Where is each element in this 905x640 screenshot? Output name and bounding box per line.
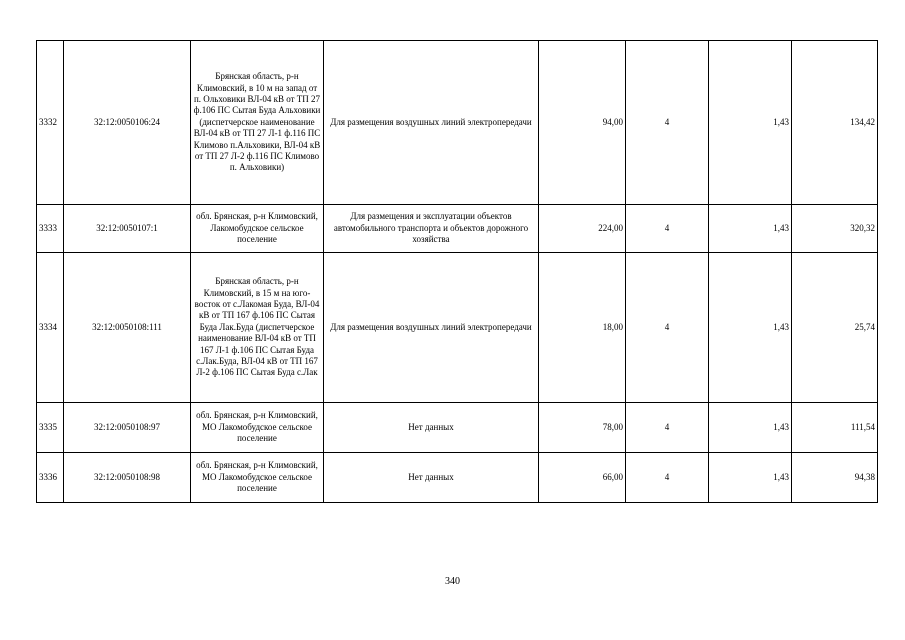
plot-address: обл. Брянская, р-н Климовский, МО Лакомобудское сельское поселение: [191, 453, 324, 503]
cadastral-number: 32:12:0050106:24: [64, 41, 191, 205]
permitted-use: Для размещения воздушных линий электропередачи: [324, 41, 539, 205]
page-number: 340: [445, 576, 460, 587]
land-plots-table: [36, 40, 878, 503]
count-value: 4: [626, 205, 709, 253]
cadastral-number: 32:12:0050108:97: [64, 403, 191, 453]
sum-value: 25,74: [792, 253, 878, 403]
cadastral-number: 32:12:0050108:111: [64, 253, 191, 403]
cadastral-number: 32:12:0050107:1: [64, 205, 191, 253]
plot-address: Брянская область, р-н Климовский, в 15 м на юго-восток от с.Лакомая Буда, ВЛ-04 кВ от ТП 167 ф.106 ПС Сытая Буда Лак.Буда (диспетчерское наименование ВЛ-04 кВ от ТП 167 Л-1 ф.106 ПС Сытая Буда с.Лак.Буда, ВЛ-04 кВ от ТП 167 Л-2 ф.106 ПС Сытая Буда с.Лак: [191, 253, 324, 403]
sum-value: 134,42: [792, 41, 878, 205]
plot-address: Брянская область, р-н Климовский, в 10 м на запад от п. Ольховики ВЛ-04 кВ от ТП 27 ф.106 ПС Сытая Буда Альховики (диспетчерское наименование ВЛ-04 кВ от ТП 27 Л-1 ф.116 ПС Климово п.Альховики, ВЛ-04 кВ от ТП 27 Л-2 ф.116 ПС Климово п. Альховики): [191, 41, 324, 205]
permitted-use: Нет данных: [324, 453, 539, 503]
permitted-use: Для размещения воздушных линий электропередачи: [324, 253, 539, 403]
cadastral-number: 32:12:0050108:98: [64, 453, 191, 503]
plot-address: обл. Брянская, р-н Климовский, Лакомобудское сельское поселение: [191, 205, 324, 253]
plot-area: 224,00: [539, 205, 626, 253]
rate-value: 1,43: [709, 205, 792, 253]
table-row: [37, 453, 878, 503]
permitted-use: Нет данных: [324, 403, 539, 453]
count-value: 4: [626, 453, 709, 503]
row-number: 3333: [37, 205, 64, 253]
count-value: 4: [626, 403, 709, 453]
plot-area: 18,00: [539, 253, 626, 403]
count-value: 4: [626, 41, 709, 205]
plot-area: 66,00: [539, 453, 626, 503]
sum-value: 94,38: [792, 453, 878, 503]
table-row: [37, 253, 878, 403]
rate-value: 1,43: [709, 253, 792, 403]
rate-value: 1,43: [709, 453, 792, 503]
sum-value: 320,32: [792, 205, 878, 253]
plot-address: обл. Брянская, р-н Климовский, МО Лакомобудское сельское поселение: [191, 403, 324, 453]
table-row: [37, 41, 878, 205]
row-number: 3336: [37, 453, 64, 503]
plot-area: 94,00: [539, 41, 626, 205]
table-row: [37, 205, 878, 253]
sum-value: 111,54: [792, 403, 878, 453]
rate-value: 1,43: [709, 403, 792, 453]
row-number: 3332: [37, 41, 64, 205]
row-number: 3334: [37, 253, 64, 403]
permitted-use: Для размещения и эксплуатации объектов автомобильного транспорта и объектов дорожного хозяйства: [324, 205, 539, 253]
row-number: 3335: [37, 403, 64, 453]
count-value: 4: [626, 253, 709, 403]
plot-area: 78,00: [539, 403, 626, 453]
table-row: [37, 403, 878, 453]
rate-value: 1,43: [709, 41, 792, 205]
